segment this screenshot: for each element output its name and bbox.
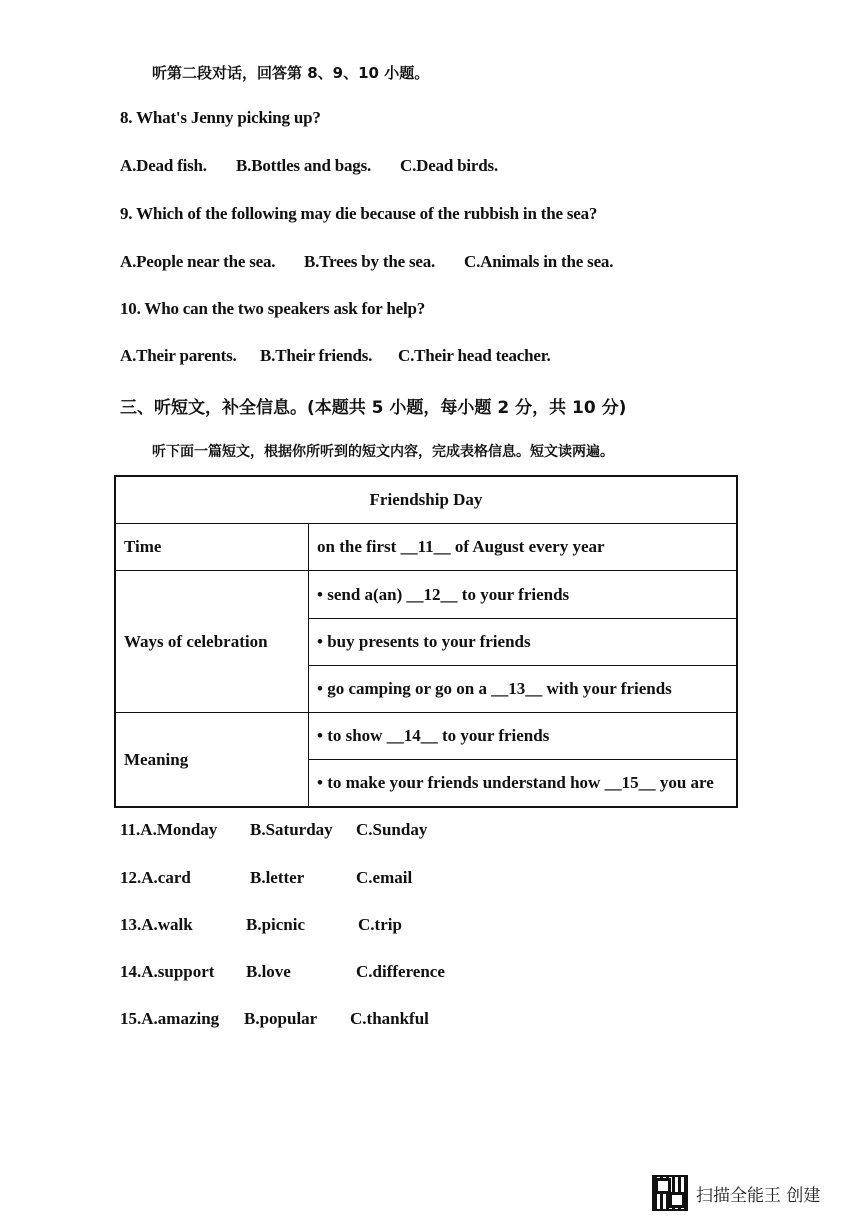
scanner-watermark [652, 1175, 820, 1211]
option-a: 12.A.card [120, 868, 191, 887]
option-b: B.popular [244, 1009, 318, 1028]
ways-item: • go camping or go on a __13__ with your friends [309, 665, 738, 712]
ways-label: Ways of celebration [115, 571, 309, 713]
meaning-item: • to show __14__ to your friends [309, 713, 738, 760]
time-value: on the first __11__ of August every year [309, 524, 738, 571]
option-b: B.Their friends. [260, 346, 373, 365]
question-10: 10. Who can the two speakers ask for help? [120, 299, 426, 318]
option-c: C.trip [358, 915, 402, 934]
friendship-day-table [114, 475, 738, 808]
option-b: B.Trees by the sea. [304, 252, 436, 271]
option-c: C.thankful [350, 1009, 429, 1028]
question-8: 8. What's Jenny picking up? [120, 108, 321, 127]
watermark-text: 扫描全能王 创建 [696, 1185, 821, 1206]
options-10 [120, 346, 551, 366]
question-9: 9. Which of the following may die because of the rubbish in the sea? [120, 204, 598, 223]
options-8 [120, 156, 498, 176]
option-b: B.Bottles and bags. [236, 156, 372, 175]
meaning-item: • to make your friends understand how __15__ you are [309, 760, 738, 807]
section-3-instruction: 听下面一篇短文，根据你所听到的短文内容，完成表格信息。短文读两遍。 [152, 444, 614, 460]
option-c: C.Sunday [356, 820, 428, 839]
option-c: C.Their head teacher. [398, 346, 551, 365]
part2-intro: 听第二段对话，回答第 8、9、10 小题。 [152, 64, 430, 82]
option-a: A.Their parents. [120, 346, 237, 365]
option-b: B.picnic [246, 915, 306, 934]
option-b: B.Saturday [250, 820, 333, 839]
option-a: 14.A.support [120, 962, 215, 981]
qr-code-icon [652, 1175, 688, 1211]
option-a: 11.A.Monday [120, 820, 218, 839]
option-c: C.email [356, 868, 413, 887]
option-c: C.Animals in the sea. [464, 252, 614, 271]
option-b: B.love [246, 962, 291, 981]
section-3-title: 三、听短文，补全信息。(本题共 5 小题，每小题 2 分，共 10 分) [120, 398, 627, 418]
meaning-label: Meaning [115, 713, 309, 807]
option-a: A.People near the sea. [120, 252, 276, 271]
option-b: B.letter [250, 868, 305, 887]
options-9 [120, 252, 614, 272]
option-a: A.Dead fish. [120, 156, 207, 175]
option-a: 13.A.walk [120, 915, 193, 934]
table-title: Friendship Day [115, 476, 737, 524]
time-label: Time [115, 524, 309, 571]
ways-item: • buy presents to your friends [309, 618, 738, 665]
option-c: C.difference [356, 962, 445, 981]
option-a: 15.A.amazing [120, 1009, 220, 1028]
option-c: C.Dead birds. [400, 156, 498, 175]
ways-item: • send a(an) __12__ to your friends [309, 571, 738, 618]
